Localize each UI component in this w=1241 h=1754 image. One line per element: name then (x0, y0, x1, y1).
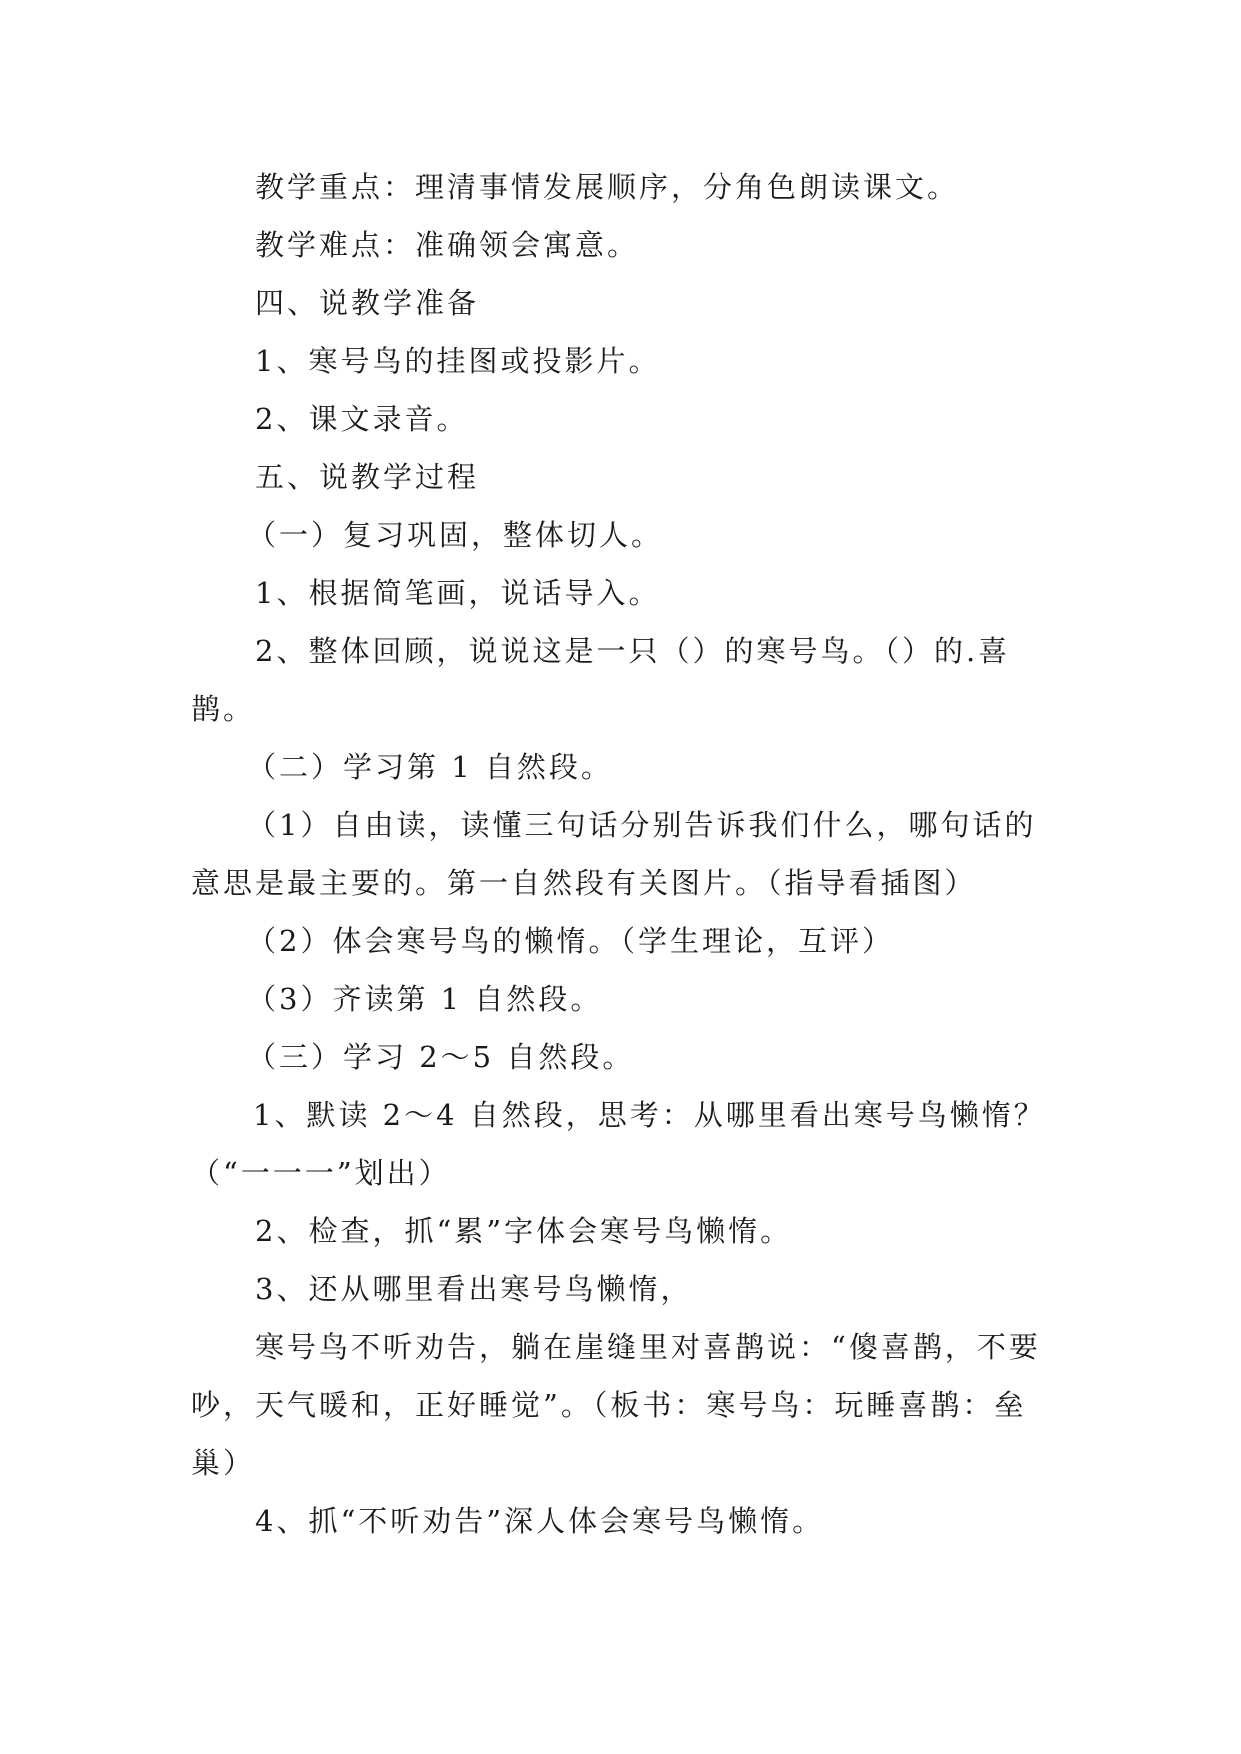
paragraph-teaching-focus: 教学重点：理清事情发展顺序，分角色朗读课文。 (255, 170, 960, 204)
list-item: 3、还从哪里看出寒号鸟懒惰， (255, 1272, 693, 1306)
list-item: （1）自由读，读懂三句话分别告诉我们什么，哪句话的意思是最主要的。第一自然段有关图片。（指导看插图） (191, 808, 1037, 900)
list-item: 1、默读 2～4 自然段，思考：从哪里看出寒号鸟懒惰？（“一一一”划出） (191, 1098, 1046, 1190)
heading-section-4: 四、说教学准备 (255, 286, 480, 320)
paragraph-teaching-difficulty: 教学难点：准确领会寓意。 (255, 228, 640, 262)
list-item: 1、根据简笔画，说话导入。 (255, 576, 661, 610)
document-body (191, 158, 1051, 1550)
list-item: （3）齐读第 1 自然段。 (247, 982, 603, 1016)
list-item: 2、整体回顾，说说这是一只（）的寒号鸟。（）的.喜鹊。 (191, 634, 1011, 726)
subheading-part-3: （三）学习 2～5 自然段。 (247, 1040, 635, 1074)
list-item: （2）体会寒号鸟的懒惰。（学生理论，互评） (247, 924, 894, 958)
list-item: 1、寒号鸟的挂图或投影片。 (255, 344, 661, 378)
heading-section-5: 五、说教学过程 (255, 460, 480, 494)
list-item: 4、抓“不听劝告”深人体会寒号鸟懒惰。 (255, 1504, 825, 1538)
list-item: 2、课文录音。 (255, 402, 469, 436)
list-item: 2、检查，抓“累”字体会寒号鸟懒惰。 (255, 1214, 793, 1248)
subheading-part-2: （二）学习第 1 自然段。 (247, 750, 613, 784)
quote-paragraph: 寒号鸟不听劝告，躺在崖缝里对喜鹊说：“傻喜鹊，不要吵，天气暖和，正好睡觉”。（板书：寒号鸟：玩睡喜鹊：垒巢） (191, 1330, 1041, 1480)
subheading-part-1: （一）复习巩固，整体切人。 (247, 518, 664, 552)
